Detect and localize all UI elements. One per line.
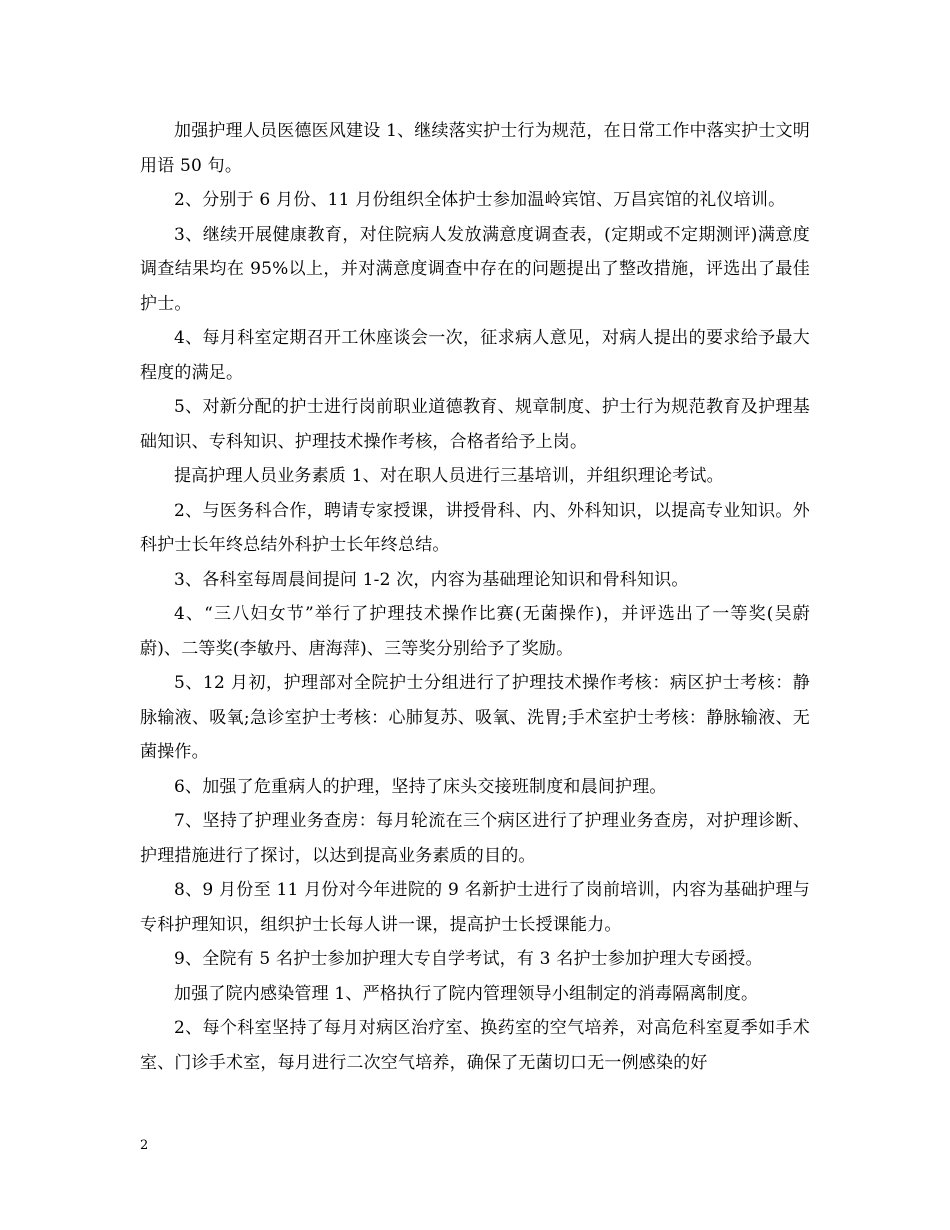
paragraph: 7、坚持了护理业务查房：每月轮流在三个病区进行了护理业务查房，对护理诊断、护理措施进行了探讨，以达到提高业务素质的目的。	[140, 811, 810, 866]
paragraph: 6、加强了危重病人的护理，坚持了床头交接班制度和晨间护理。	[174, 776, 667, 797]
paragraph: 4、每月科室定期召开工休座谈会一次，征求病人意见，对病人提出的要求给予最大程度的满足。	[140, 328, 810, 383]
paragraph: 加强护理人员医德医风建设 1、继续落实护士行为规范，在日常工作中落实护士文明用语 50 句。	[140, 121, 810, 176]
paragraph: 8、9 月份至 11 月份对今年进院的 9 名新护士进行了岗前培训，内容为基础护理与专科护理知识，组织护士长每人讲一课，提高护士长授课能力。	[140, 880, 810, 935]
paragraph: 2、分别于 6 月份、11 月份组织全体护士参加温岭宾馆、万昌宾馆的礼仪培训。	[174, 190, 786, 210]
document-body	[140, 114, 810, 1080]
paragraph: 加强了院内感染管理 1、严格执行了院内管理领导小组制定的消毒隔离制度。	[174, 983, 759, 1004]
paragraph: 3、继续开展健康教育，对住院病人发放满意度调查表，(定期或不定期测评)满意度调查结果均在 95%以上，并对满意度调查中存在的问题提出了整改措施，评选出了最佳护士。	[140, 224, 810, 314]
paragraph: 提高护理人员业务素质 1、对在职人员进行三基培训，并组织理论考试。	[174, 466, 724, 486]
paragraph: 4、“三八妇女节”举行了护理技术操作比赛(无菌操作)，并评选出了一等奖(吴蔚蔚)、二等奖(李敏丹、唐海萍)、三等奖分别给予了奖励。	[140, 604, 810, 659]
paragraph: 2、每个科室坚持了每月对病区治疗室、换药室的空气培养，对高危科室夏季如手术室、门诊手术室，每月进行二次空气培养，确保了无菌切口无一例感染的好	[140, 1018, 810, 1073]
paragraph: 2、与医务科合作，聘请专家授课，讲授骨科、内、外科知识，以提高专业知识。外科护士长年终总结外科护士长年终总结。	[140, 500, 810, 555]
page-number: 2	[140, 1138, 149, 1153]
paragraph: 5、对新分配的护士进行岗前职业道德教育、规章制度、护士行为规范教育及护理基础知识、专科知识、护理技术操作考核，合格者给予上岗。	[140, 397, 810, 452]
paragraph: 9、全院有 5 名护士参加护理大专自学考试，有 3 名护士参加护理大专函授。	[174, 949, 763, 969]
paragraph: 3、各科室每周晨间提问 1-2 次，内容为基础理论知识和骨科知识。	[174, 569, 689, 590]
paragraph: 5、12 月初，护理部对全院护士分组进行了护理技术操作考核：病区护士考核：静脉输液、吸氧;急诊室护士考核：心肺复苏、吸氧、洗胃;手术室护士考核：静脉输液、无菌操作。	[140, 673, 810, 762]
